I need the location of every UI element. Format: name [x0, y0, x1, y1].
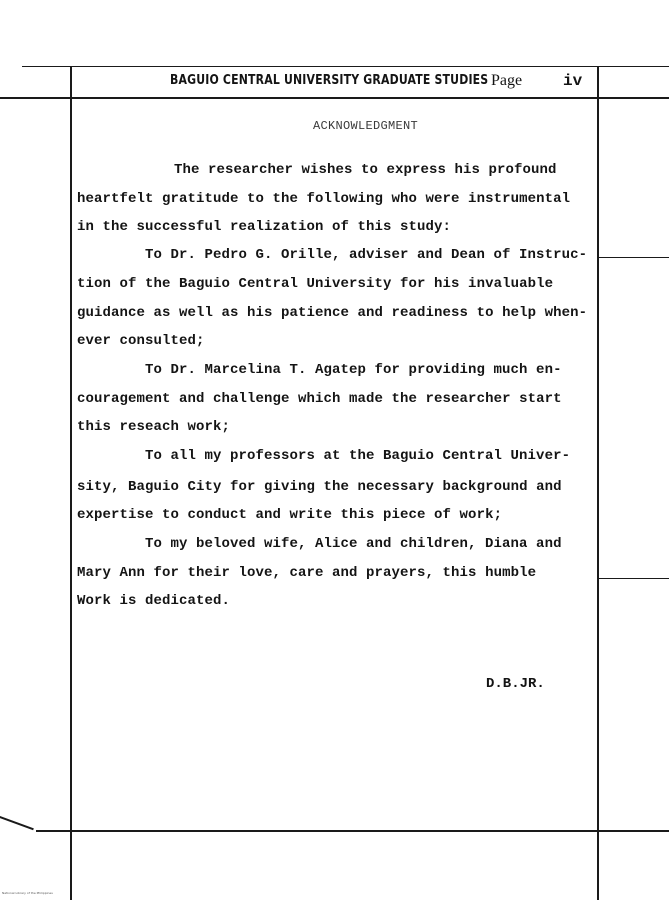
body-line: tion of the Baguio Central University for his invaluable [77, 276, 554, 292]
body-line: To Dr. Pedro G. Orille, adviser and Dean of Instruc- [145, 247, 588, 263]
body-line: this reseach work; [77, 419, 231, 435]
body-line: expertise to conduct and write this piece of work; [77, 507, 503, 523]
header-page-number: iv [563, 72, 583, 90]
bottom-left-stub-line [0, 816, 34, 830]
body-line: To my beloved wife, Alice and children, Diana and [145, 536, 562, 552]
body-line: The researcher wishes to express his profound [174, 162, 557, 178]
scan-credit: National Library of the Philippines [2, 891, 53, 895]
page-title: ACKNOWLEDGMENT [312, 119, 419, 133]
body-line: To all my professors at the Baguio Central Univer- [145, 448, 571, 464]
bottom-rule-line [36, 830, 669, 832]
body-line: guidance as well as his patience and readiness to help when- [77, 305, 588, 321]
right-rule-line-1 [599, 257, 669, 258]
body-line: To Dr. Marcelina T. Agatep for providing much en- [145, 362, 562, 378]
body-line: ever consulted; [77, 333, 205, 349]
right-rule-line-2 [599, 578, 669, 579]
body-line: heartfelt gratitude to the following who were instrumental [77, 191, 571, 207]
header-university-name: BAGUIO CENTRAL UNIVERSITY GRADUATE STUDIES [170, 73, 489, 88]
header-page-label: Page [491, 72, 523, 89]
body-line: sity, Baguio City for giving the necessary background and [77, 479, 562, 495]
top-margin-rule-line [22, 66, 669, 67]
signature-initials: D.B.JR. [486, 676, 545, 692]
right-margin-line [597, 66, 599, 900]
body-line: Mary Ann for their love, care and prayers, this humble [77, 565, 537, 581]
left-margin-line [70, 66, 72, 900]
body-line: Work is dedicated. [77, 593, 231, 609]
top-rule-line [0, 97, 669, 99]
body-line: couragement and challenge which made the researcher start [77, 391, 562, 407]
body-line: in the successful realization of this study: [77, 219, 452, 235]
